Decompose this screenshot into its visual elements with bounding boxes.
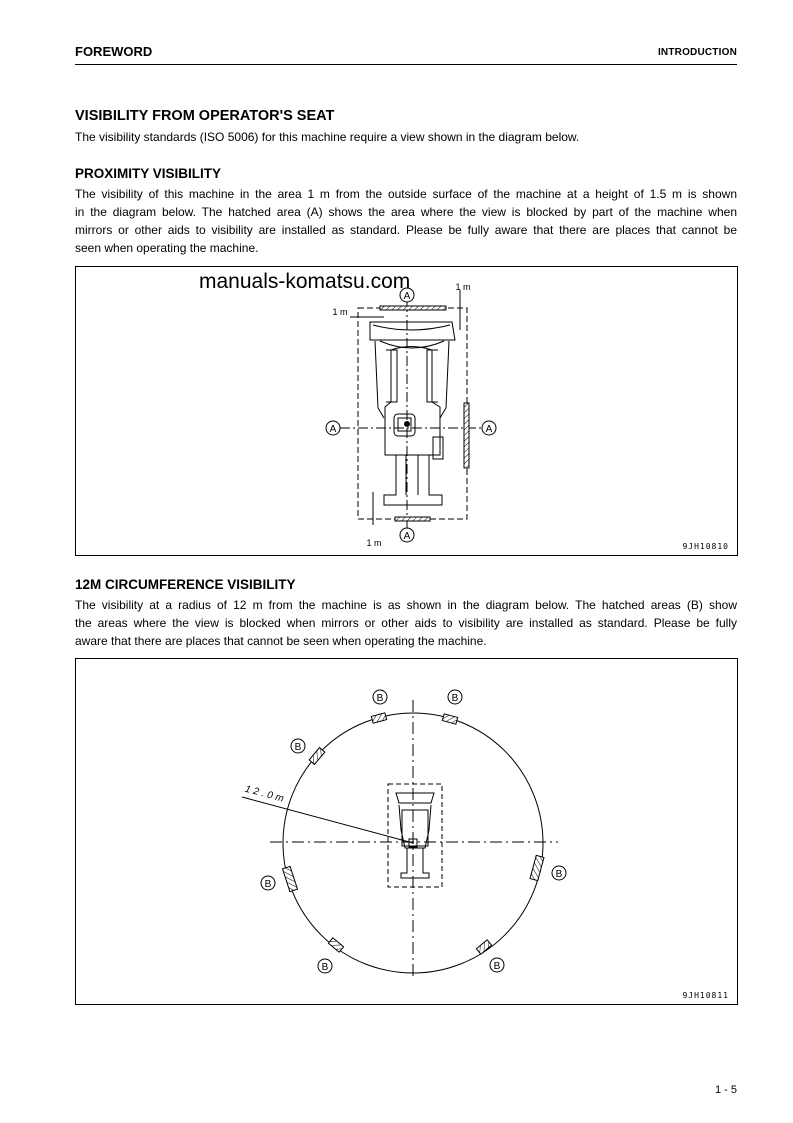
header-chapter: INTRODUCTION (657, 47, 737, 58)
blocked-area-bottom (395, 517, 430, 521)
dim-label-bottom: 1 m (366, 538, 382, 548)
area-a-label: A (403, 291, 411, 302)
figure-code: 9JH10810 (682, 542, 729, 551)
area-b-label: B (376, 693, 384, 704)
text-line: seen when operating the machine. (75, 241, 259, 255)
area-a-markers (326, 288, 496, 542)
text-line: mirrors or other aids to visibility are installed as standard. Please be fully aware that there are places that cannot be (75, 223, 737, 237)
text-line: the areas where the view is blocked when mirrors or other aids to visibility are installed as standard. Please be fully (75, 616, 737, 630)
area-a-label: A (403, 531, 411, 542)
radius-label: 12.0m (243, 783, 288, 806)
area-b-label: B (294, 742, 302, 753)
header-section: FOREWORD (75, 44, 153, 59)
dim-label-top-right: 1 m (455, 282, 471, 292)
area-b-label: B (264, 879, 272, 890)
circumference-figure (75, 658, 738, 1005)
circumference-heading: 12M CIRCUMFERENCE VISIBILITY (75, 577, 296, 592)
dimension-marks (350, 290, 460, 525)
text-line: aware that there are places that cannot be seen when operating the machine. (75, 634, 487, 648)
proximity-diagram (326, 288, 496, 542)
text-line: The visibility of this machine in the area 1 m from the outside surface of the machine at a height of 1.5 m is shown (75, 187, 737, 201)
blocked-area-top (380, 306, 446, 310)
circumference-text (75, 596, 737, 650)
area-b-label: B (321, 962, 329, 973)
dim-label-top-left: 1 m (332, 307, 348, 317)
text-line: The visibility at a radius of 12 m from the machine is as shown in the diagram below. The hatched areas (B) show (75, 598, 737, 612)
page-title: VISIBILITY FROM OPERATOR'S SEAT (75, 108, 335, 124)
area-a-label: A (485, 424, 493, 435)
proximity-heading: PROXIMITY VISIBILITY (75, 166, 222, 181)
machine-outline (370, 322, 455, 505)
figure-code: 9JH10811 (682, 991, 729, 1000)
area-b-label: B (493, 961, 501, 972)
area-b-label: B (555, 869, 563, 880)
text-line: in the diagram below. The hatched area (A) shows the area where the view is blocked by part of the machine when (75, 205, 737, 219)
area-a-label: A (329, 424, 337, 435)
watermark: manuals-komatsu.com (199, 270, 411, 293)
page-number: 1 - 5 (714, 1084, 737, 1096)
area-b-label: B (451, 693, 459, 704)
blocked-area-right (464, 403, 469, 468)
intro-line: The visibility standards (ISO 5006) for this machine require a view shown in the diagram below. (75, 130, 580, 144)
